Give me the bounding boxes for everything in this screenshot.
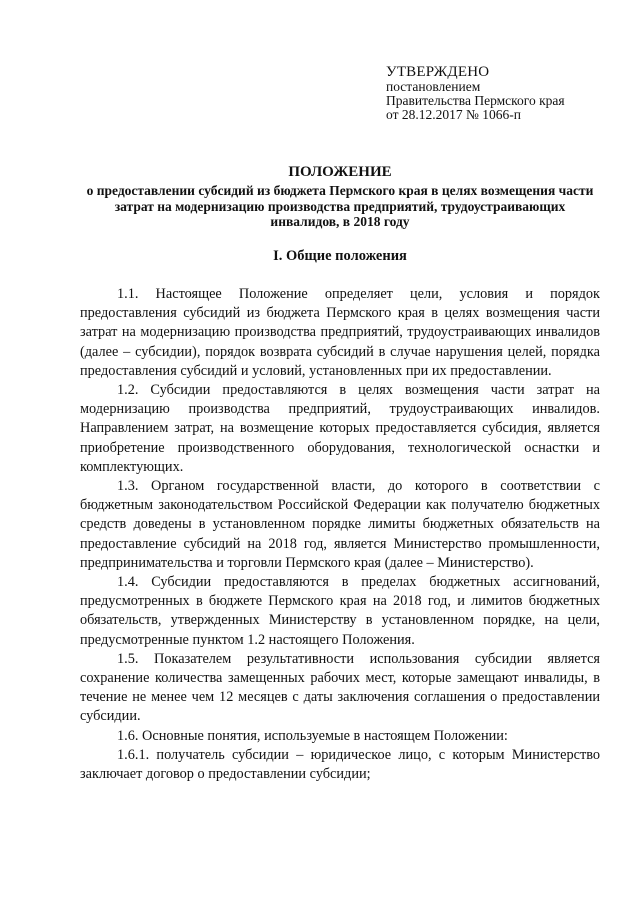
paragraph-1-5: 1.5. Показателем результативности использования субсидии является сохранение количества замещенных рабочих мест, которые замещают инвалиды, в течение не менее чем 12 месяцев с даты заключения соглашения о предоставлении субсидии. bbox=[80, 650, 600, 725]
paragraph-1-4: 1.4. Субсидии предоставляются в пределах бюджетных ассигнований, предусмотренных в бюджете Пермского края на 2018 год, и лимитов бюджетных обязательств, утвержденных Министерству в установленном порядке, на цели, предусмотренные пунктом 1.2 настоящего Положения. bbox=[80, 574, 600, 648]
paragraph-1-1: 1.1. Настоящее Положение определяет цели, условия и порядок предоставления субсидий из бюджета Пермского края в целях возмещения части затрат на модернизацию производства предприятий, трудоустраивающих инвалидов (далее – субсидии), порядок возврата субсидий в случае нарушения целей, порядка предоставления субсидий и условий, установленных при их предоставлении. bbox=[80, 286, 600, 379]
paragraph-1-6-1: 1.6.1. получатель субсидии – юридическое лицо, с которым Министерство заключает договор о предоставлении субсидии; bbox=[80, 746, 600, 783]
body-text bbox=[80, 285, 600, 784]
paragraph-1-2: 1.2. Субсидии предоставляются в целях возмещения части затрат на модернизацию производства предприятий, трудоустраивающих инвалидов. Направлением затрат, на возмещение которых предоставляется субсидия, является приобретение производственного оборудования, технологической оснастки и комплектующих. bbox=[80, 382, 600, 475]
approval-line-3: от 28.12.2017 № 1066-п bbox=[386, 107, 521, 122]
approval-block bbox=[386, 64, 565, 122]
approval-line-2: Правительства Пермского края bbox=[386, 93, 565, 108]
approval-stamp: УТВЕРЖДЕНО bbox=[386, 64, 490, 80]
document-title: ПОЛОЖЕНИЕ bbox=[288, 164, 392, 180]
document-subtitle: о предоставлении субсидий из бюджета Пермского края в целях возмещения части затрат на модернизацию производства предприятий, трудоустраивающих инвалидов, в 2018 году bbox=[86, 183, 594, 229]
paragraph-1-6: 1.6. Основные понятия, используемые в настоящем Положении: bbox=[117, 727, 508, 744]
approval-line-1: постановлением bbox=[386, 79, 481, 94]
section-title: I. Общие положения bbox=[273, 248, 407, 264]
paragraph-1-3: 1.3. Органом государственной власти, до которого в соответствии с бюджетным законодательством Российской Федерации как получателю бюджетных средств доведены в установленном порядке лимиты бюджетных обязательств на предоставление субсидий на 2018 год, является Министерство промышленности, предпринимательства и торговли Пермского края (далее – Министерство). bbox=[80, 478, 600, 571]
